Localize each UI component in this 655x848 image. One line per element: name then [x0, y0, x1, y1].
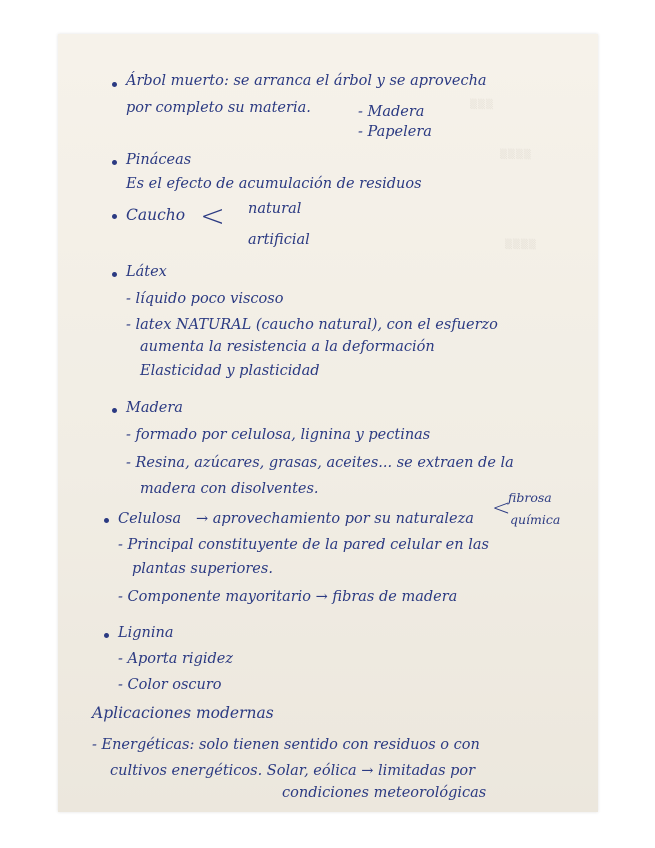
aplicaciones-item: condiciones meteorológicas [282, 785, 487, 801]
bullet-dot [112, 272, 117, 277]
bleed-through-marks: ▒▒▒ [469, 99, 494, 111]
latex-item: aumenta la resistencia a la deformación [140, 339, 435, 355]
madera-title: Madera [126, 400, 183, 416]
celulosa-title: Celulosa [118, 511, 182, 527]
lignina-title: Lignina [118, 625, 174, 641]
arbol-use-item: - Madera [358, 104, 425, 120]
latex-title: Látex [126, 264, 167, 280]
bullet-dot [112, 408, 117, 413]
caucho-option: natural [248, 201, 302, 217]
lignina-item: - Aporta rigidez [118, 651, 233, 667]
madera-item: madera con disolventes. [140, 481, 319, 497]
bullet-dot [112, 214, 117, 219]
madera-item: - formado por celulosa, lignina y pectinas [126, 427, 431, 443]
arbol-definition: : se arranca el árbol y se aprovecha [224, 73, 487, 89]
celulosa-item: - Principal constituyente de la pared celular en las [118, 537, 489, 553]
branch-bracket: < [200, 199, 226, 234]
latex-item: Elasticidad y plasticidad [140, 363, 320, 379]
celulosa-item: - Componente mayoritario → fibras de madera [118, 589, 458, 605]
celulosa-option: química [510, 512, 561, 527]
arbol-title: Árbol muerto [126, 73, 224, 89]
aplicaciones-item: - Energéticas: solo tienen sentido con residuos o con [92, 737, 480, 753]
celulosa-option: fibrosa [508, 490, 552, 505]
caucho-title: Caucho [126, 206, 186, 224]
latex-item: - líquido poco viscoso [126, 291, 284, 307]
bullet-dot [104, 518, 109, 523]
pinaceas-definition: Es el efecto de acumulación de residuos [126, 176, 422, 192]
bleed-through-marks: ▒▒▒▒ [499, 149, 532, 161]
aplicaciones-title: Aplicaciones modernas [92, 704, 274, 722]
arbol-use-item: - Papelera [358, 124, 432, 140]
branch-bracket: < [492, 496, 511, 521]
celulosa-item: plantas superiores. [132, 561, 273, 577]
bullet-dot [112, 160, 117, 165]
arbol-definition-cont: por completo su materia. [126, 100, 311, 116]
latex-item: - latex NATURAL (caucho natural), con el esfuerzo [126, 317, 498, 333]
caucho-option: artificial [248, 232, 310, 248]
bleed-through-marks: ▒▒▒▒ [504, 239, 537, 251]
bullet-dot [104, 633, 109, 638]
madera-item: - Resina, azúcares, grasas, aceites... se extraen de la [126, 455, 514, 471]
lignina-item: - Color oscuro [118, 677, 222, 693]
pinaceas-title: Pináceas [126, 152, 192, 168]
celulosa-arrow-text: → aprovechamiento por su naturaleza [196, 511, 474, 527]
aplicaciones-item: cultivos energéticos. Solar, eólica → limitadas por [110, 763, 476, 779]
bullet-dot [112, 82, 117, 87]
